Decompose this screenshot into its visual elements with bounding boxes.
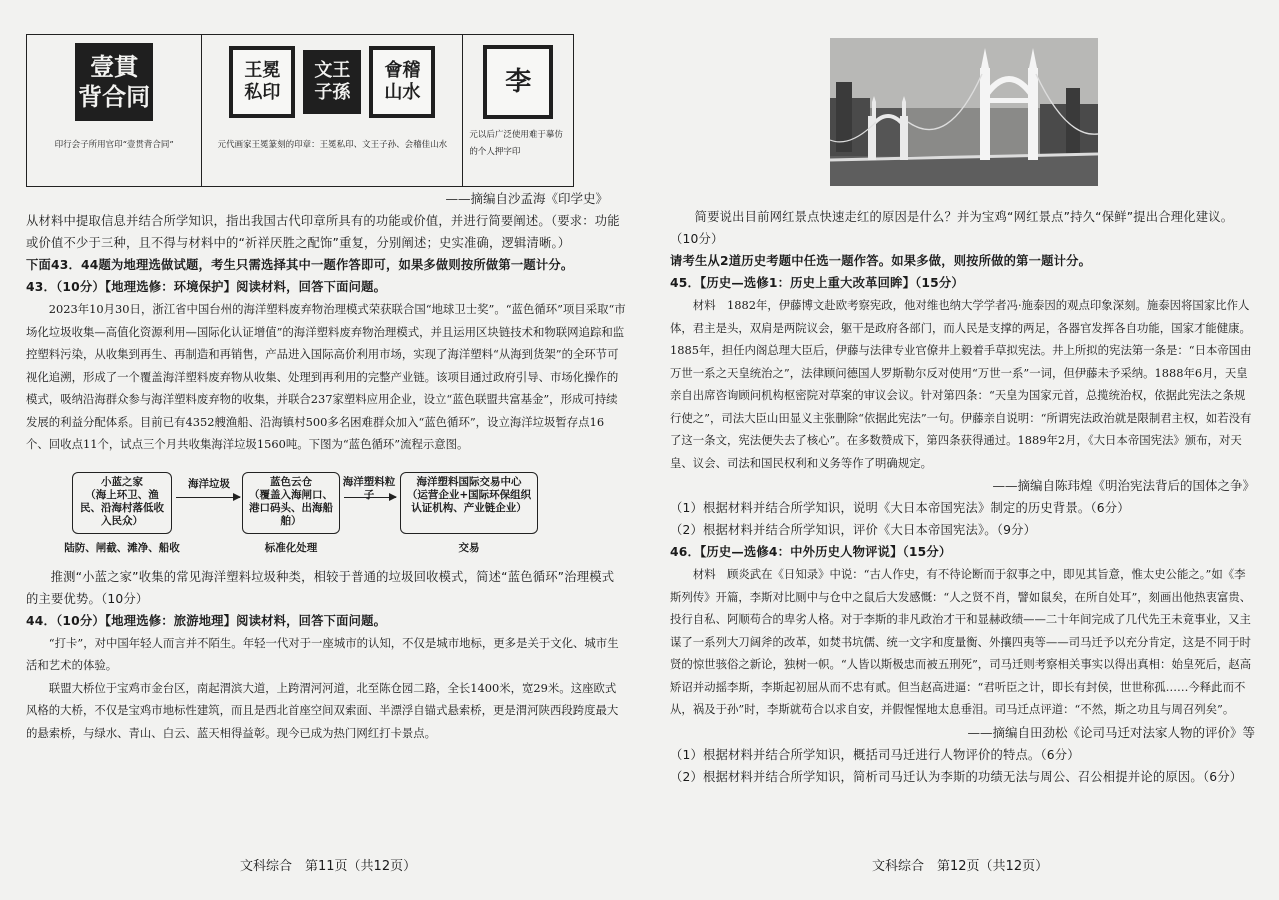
flow-arrow-1 [176,497,240,498]
seal-source: ——摘编自沙孟海《印学史》 [445,191,608,206]
q45-subquestion-1: （1）根据材料并结合所学知识，说明《大日本帝国宪法》制定的历史背景。（6分） [670,501,1130,515]
q44-paragraph-2: 联盟大桥位于宝鸡市金台区，南起渭滨大道，上跨渭河河道，北至陈仓园二路，全长1400米，宽29米。这座欧式风格的大桥，不仅是宝鸡市地标性建筑，而且是西北首座空间双索面、半漂浮自锚式悬索桥，更是渭河陕西段跨度最大的悬索桥，与绿水、青山、白云、蓝天相得益彰。现今已成为热门网红打卡景点。 [26,680,619,740]
seal-image-kuaiji: 會稽 山水 [369,46,435,118]
q45-heading: 45．【历史—选修1：历史上重大改革回眸】（15分） [670,276,964,290]
q46-material: 材料 顾炎武在《日知录》中说：“古人作史，有不待论断而于叙事之中，即见其旨意，惟太史公能之。”如《李斯列传》开篇，李斯对比厕中与仓中之鼠后大发感慨：“人之贤不肖，譬如鼠矣，在所自处耳”，刻画出他热衷富贵、投行自私、阿顺苟合的卑劣人格。对于李斯的非凡政治才干和显赫政绩——二十年间完成了几代先王未竟事业，又主谋了一系列大刀阔斧的改革，如焚书坑儒、统一文字和度量衡、外攘四夷等——司马迁予以充分肯定，这是不同于时贤的惊世骇俗之新论，独树一帜。“人皆以斯极忠而被五刑死”，司马迁则考察相关事实以得出真相：始皇死后，赵高矫诏并动摇李斯，李斯起初屈从而不忠有贰。但当赵高进逼：“君听臣之计，即长有封侯，世世称孤……今释此而不从，祸及于孙”时，李斯就苟合以求自安，并假惺惺地太息垂泪。司马迁点评道：“不然，斯之功且与周召列矣”。 [670,567,1252,716]
q46-source: ——摘编自田劲松《论司马迁对法家人物的评价》等 [967,724,1255,740]
q44-question: 简要说出目前网红景点快速走红的原因是什么？并为宝鸡“网红景点”持久“保鲜”提出合理化建议。（10分） [670,210,1234,246]
page-12 [640,0,1279,900]
seal-caption-2: 元代画家王冕篆刻的印章：王冕私印、文王子孙、会稽佳山水 [217,140,448,150]
q46-subquestion-2: （2）根据材料并结合所学知识，简析司马迁认为李斯的功绩无法与周公、召公相提并论的原因。（6分） [670,769,1243,784]
q46-subquestion-1: （1）根据材料并结合所学知识，概括司马迁进行人物评价的特点。（6分） [670,747,1080,762]
bridge-photo [830,38,1098,186]
q46-heading: 46．【历史—选修4：中外历史人物评说】（15分） [670,545,952,559]
geo-instruction: 下面43．44题为地理选做试题，考生只需选择其中一题作答即可，如果多做则按所做第一题计分。 [26,258,574,272]
q45-material: 材料 1882年，伊藤博文赴欧考察宪政，他对维也纳大学学者冯·施泰因的观点印象深刻。施泰因将国家比作人体，君主是头，双肩是两院议会，躯干是政府各部门，而人民是支撑的两足，各器官发挥各自功能，国家才能健康。1885年，担任内阁总理大臣后，伊藤与法律专业官僚井上毅着手草拟宪法。井上所拟的宪法第一条是：“日本帝国由万世一系之天皇统治之”，法律顾问德国人罗斯勒尔反对使用“万世一系”一词，但伊藤未予采纳。1888年6月，天皇亲自出席咨询顾问机构枢密院对草案的审议会议。针对第四条：“天皇为国家元首，总揽统治权，依据此宪法之条规行使之”，司法大臣山田显义主张删除“依据此宪法”一句。伊藤亲自说明：“所谓宪法政治就是限制君主权，如若没有了这一条文，宪法便失去了核心”。在多数赞成下，第四条获得通过。1889年2月，《大日本帝国宪法》颁布，对天皇、议会、司法和国民权利和义务等作了明确规定。 [670,298,1252,470]
seal-image-yiguan: 壹貫 背合同 [75,43,153,121]
q43-material: 2023年10月30日，浙江省中国台州的海洋塑料废弃物治理模式荣获联合国“地球卫士奖”。“蓝色循环”项目采取“市场化垃圾收集—高值化资源利用—国际化认证增值”的海洋塑料废弃物治理模式，并且运用区块链技术和物联网追踪和监控塑料污染，从收集到再生、再制造和再销售，产品进入国际高价利用市场，实现了海洋塑料“从海到货架”的全环节可视化追溯，形成了一个覆盖海洋塑料废弃物从收集、处理到再利用的完整产业链。该项目通过政府引导、市场化操作的模式，吸纳沿海群众参与海洋塑料废弃物的收集，并联合237家塑料应用企业，设立“蓝色联盟共富基金”，形成可持续发展的利益分配体系。目前已有4352艘渔船、沿海镇村500多名困难群众加入“蓝色循环”，设立海洋垃圾暂存点16个、回收点11个，试点三个月共收集海洋垃圾1560吨。下图为“蓝色循环”流程示意图。 [26,302,626,451]
q45-source: ——摘编自陈玮煌《明治宪法背后的国体之争》 [992,478,1255,493]
q45-subquestion-2: （2）根据材料并结合所学知识，评价《大日本帝国宪法》。（9分） [670,523,1037,537]
flow-box-exchange-center: 海洋塑料国际交易中心 （运营企业+国际环保组织认证机构、产业链企业） [400,472,538,534]
seal-cell-3 [463,35,573,186]
seal-image-li: 李 [483,45,553,119]
blue-cycle-flowchart [26,466,626,562]
flow-arrow-label-2: 海洋塑料粒子 [342,475,396,501]
seal-caption-3: 元以后广泛使用难于摹仿的个人押字印 [469,130,563,157]
q44-paragraph-1: “打卡”，对中国年轻人而言并不陌生。年轻一代对于一座城市的认知，不仅是城市地标，更多是关于文化、城市生活和艺术的体验。 [26,635,619,672]
flow-box-xiaolan: 小蓝之家 （海上环卫、渔民、沿海村落低收入民众） [72,472,172,534]
flow-caption-2: 标准化处理 [264,541,318,554]
seal-image-wenwang: 文王 子孫 [303,50,361,114]
seal-cell-2 [202,35,463,186]
hist-instruction: 请考生从2道历史考题中任选一题作答。如果多做，则按所做的第一题计分。 [670,254,1092,268]
q42-tail: 从材料中提取信息并结合所学知识，指出我国古代印章所具有的功能或价值，并进行简要阐述。（要求：功能或价值不少于三种，且不得与材料中的“祈祥厌胜之配饰”重复，分别阐述；史实准确，逻辑清晰。） [26,214,620,250]
page-footer-12: 文科综合 第12页（共12页） [872,859,1049,874]
seal-cell-1 [27,35,202,186]
flow-caption-1: 陆防、闸截、滩净、船收 [64,541,180,554]
flow-box-cloud-warehouse: 蓝色云仓 （覆盖入海闸口、港口码头、出海船舶） [242,472,340,534]
flow-caption-3: 交易 [458,541,480,554]
q43-heading: 43．（10分）【地理选修：环境保护】阅读材料，回答下面问题。 [26,280,387,294]
seal-image-wangmian: 王冕 私印 [229,46,295,118]
seal-table [26,34,574,187]
q43-question: 推测“小蓝之家”收集的常见海洋塑料垃圾种类，相较于普通的垃圾回收模式，简述“蓝色循环”治理模式的主要优势。（10分） [26,569,615,606]
seal-caption-1: 印行会子所用官印“壹贯背合同” [54,140,174,150]
q44-heading: 44．（10分）【地理选修：旅游地理】阅读材料，回答下面问题。 [26,613,387,628]
flow-arrow-label-1: 海洋垃圾 [188,477,230,490]
flow-arrow-2 [344,497,396,498]
page-footer-11: 文科综合 第11页（共12页） [240,859,417,874]
